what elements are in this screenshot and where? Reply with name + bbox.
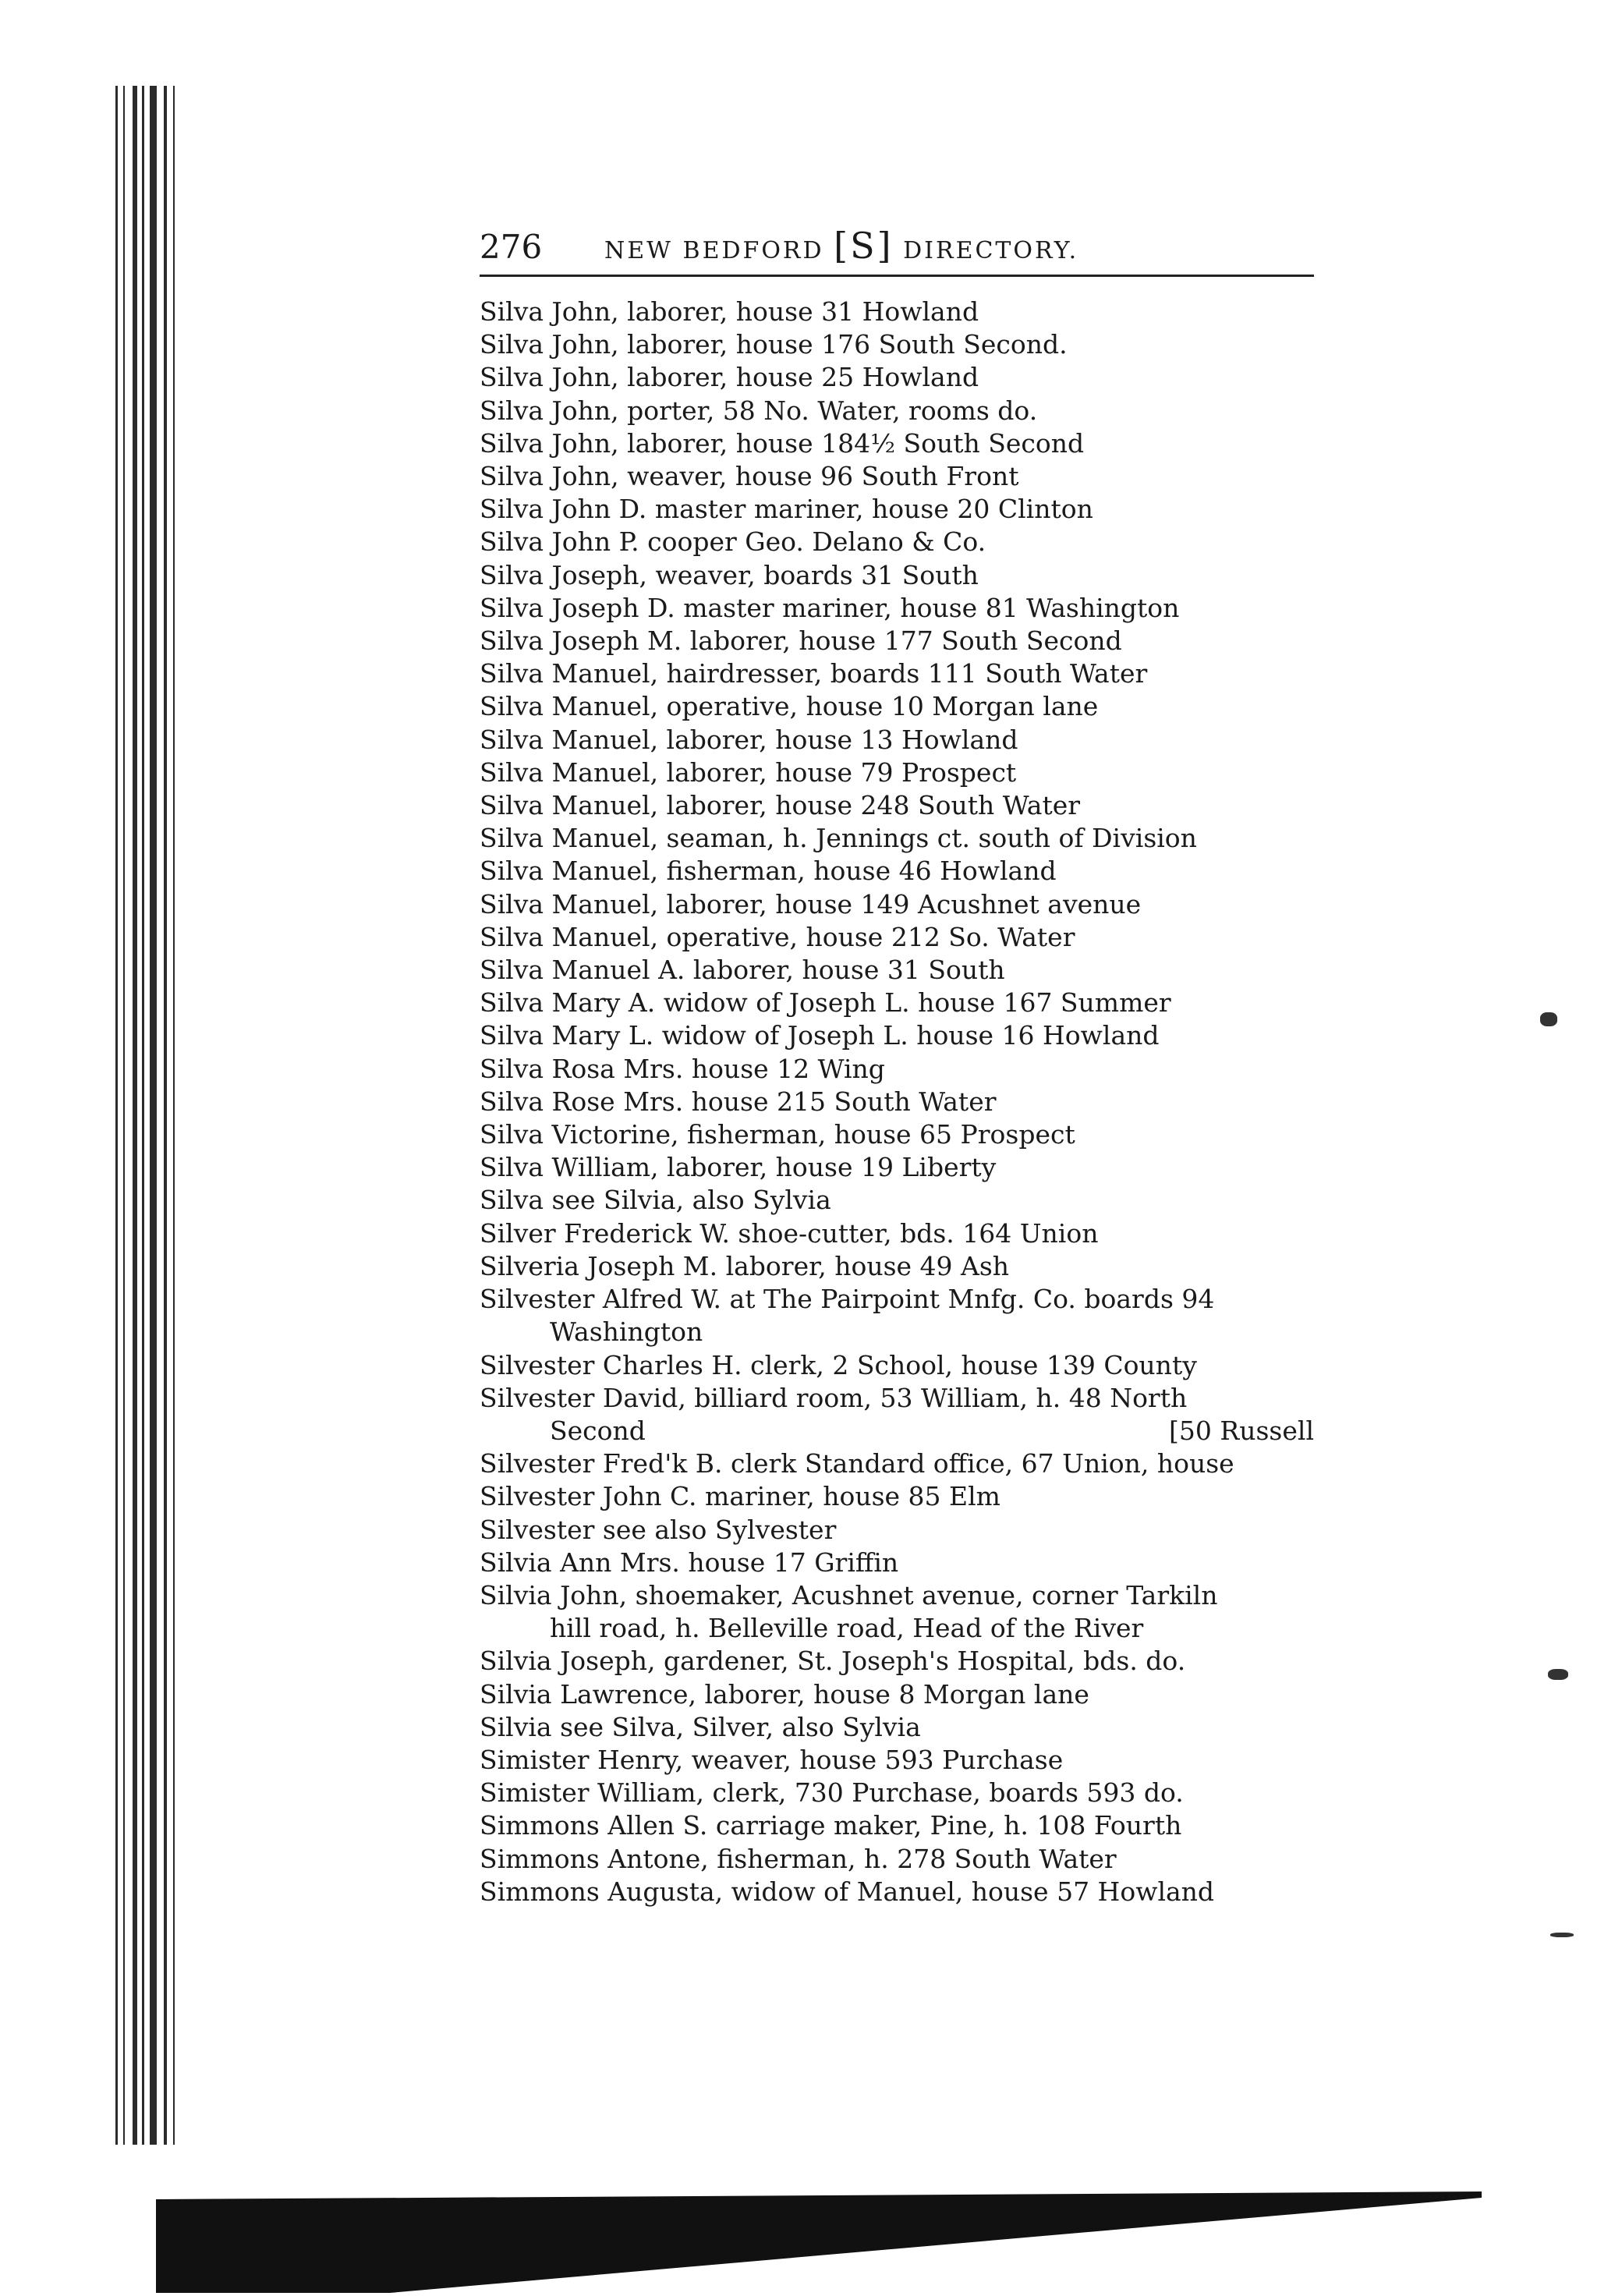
directory-page [480, 225, 1314, 1908]
directory-entry: Silva Manuel, operative, house 10 Morgan lane [480, 691, 1099, 722]
directory-entry: Simister Henry, weaver, house 593 Purchase [480, 1744, 1064, 1775]
directory-entry: Silva John P. cooper Geo. Delano & Co. [480, 526, 986, 558]
page-curl-shadow [156, 2176, 1482, 2293]
entry-continuation: Second [550, 1415, 646, 1446]
directory-entry: Silva Joseph, weaver, boards 31 South [480, 559, 979, 590]
directory-entry: Silva John D. master mariner, house 20 Clinton [480, 494, 1093, 525]
directory-entry: Silvester Charles H. clerk, 2 School, house 139 County [480, 1349, 1197, 1380]
page-number: 276 [480, 228, 543, 266]
directory-entry: Silva Manuel, seaman, h. Jennings ct. south of Division [480, 823, 1197, 854]
directory-entries [480, 296, 1314, 1908]
directory-entry: Silva Joseph D. master mariner, house 81 Washington [480, 592, 1180, 623]
entry-line: Silvester David, billiard room, 53 William, h. 48 North [480, 1382, 1188, 1413]
directory-entry: Silva John, weaver, house 96 South Front [480, 461, 1019, 492]
entry-line: Silvia John, shoemaker, Acushnet avenue, corner Tarkiln [480, 1579, 1218, 1610]
binding-edge-shadow [101, 86, 203, 2145]
directory-entry: Silva Joseph M. laborer, house 177 South Second [480, 625, 1122, 657]
entry-continuation: Washington [550, 1316, 703, 1348]
directory-entry: Simmons Antone, fisherman, h. 278 South Water [480, 1843, 1117, 1874]
directory-entry: Silva William, laborer, house 19 Liberty [480, 1152, 997, 1183]
directory-entry: Silveria Joseph M. laborer, house 49 Ash [480, 1250, 1010, 1281]
running-title [604, 225, 1314, 267]
directory-entry: Silva John, laborer, house 25 Howland [480, 362, 979, 393]
directory-entry: Silva Manuel, fisherman, house 46 Howland [480, 856, 1057, 887]
directory-entry: Silva Manuel, laborer, house 149 Acushnet avenue [480, 888, 1142, 919]
directory-entry: Silva Mary A. widow of Joseph L. house 167 Summer [480, 987, 1171, 1019]
section-letter: [S] [834, 225, 894, 267]
directory-entry: Silva see Silvia, also Sylvia [480, 1185, 831, 1216]
directory-entry: Silva Victorine, fisherman, house 65 Prospect [480, 1119, 1075, 1150]
directory-entry: Simister William, clerk, 730 Purchase, boards 593 do. [480, 1777, 1184, 1809]
entry-continuation: hill road, h. Belleville road, Head of the River [550, 1613, 1144, 1644]
directory-entry: Silva Manuel, laborer, house 79 Prospect [480, 756, 1017, 788]
directory-entry: Silva Manuel, hairdresser, boards 111 South Water [480, 658, 1148, 689]
scan-smudge [1550, 1933, 1574, 1937]
entry-continuation-row [480, 1415, 1314, 1447]
directory-entry: Silva Rosa Mrs. house 12 Wing [480, 1053, 885, 1084]
entry-line: Silvester Alfred W. at The Pairpoint Mnfg. Co. boards 94 [480, 1284, 1215, 1315]
directory-entry: Silver Frederick W. shoe-cutter, bds. 164 Union [480, 1217, 1099, 1249]
directory-entry: Silva John, laborer, house 176 South Second. [480, 329, 1068, 360]
scan-smudge [1540, 1012, 1557, 1026]
directory-entry: Silvia see Silva, Silver, also Sylvia [480, 1711, 921, 1742]
directory-entry-multiline [480, 1283, 1314, 1348]
directory-entry: Silva John, porter, 58 No. Water, rooms do. [480, 395, 1038, 426]
directory-entry: Silva John, laborer, house 184½ South Second [480, 427, 1085, 459]
entry-turnover: [50 Russell [1169, 1415, 1314, 1446]
directory-entry: Simmons Augusta, widow of Manuel, house 57 Howland [480, 1876, 1215, 1907]
title-before: NEW BEDFORD [604, 237, 824, 264]
directory-entry: Silva John, laborer, house 31 Howland [480, 296, 979, 327]
directory-entry: Silva Mary L. widow of Joseph L. house 16 Howland [480, 1020, 1160, 1051]
directory-entry: Simmons Allen S. carriage maker, Pine, h. 108 Fourth [480, 1810, 1182, 1841]
directory-entry: Silva Manuel, laborer, house 13 Howland [480, 724, 1018, 755]
directory-entry: Silvester John C. mariner, house 85 Elm [480, 1481, 1000, 1512]
directory-entry: Silvia Joseph, gardener, St. Joseph's Hospital, bds. do. [480, 1646, 1186, 1677]
directory-entry: Silvester see also Sylvester [480, 1514, 837, 1545]
directory-entry: Silva Manuel A. laborer, house 31 South [480, 955, 1005, 986]
directory-entry: Silva Rose Mrs. house 215 South Water [480, 1086, 997, 1117]
directory-entry: Silvia Ann Mrs. house 17 Griffin [480, 1547, 899, 1578]
running-head [480, 225, 1314, 277]
title-after: DIRECTORY. [903, 237, 1079, 264]
directory-entry: Silvester Fred'k B. clerk Standard office, 67 Union, house [480, 1448, 1234, 1479]
directory-entry-multiline [480, 1579, 1314, 1645]
scan-smudge [1548, 1669, 1568, 1680]
directory-entry: Silva Manuel, operative, house 212 So. Water [480, 921, 1075, 952]
directory-entry: Silva Manuel, laborer, house 248 South Water [480, 790, 1081, 821]
directory-entry: Silvia Lawrence, laborer, house 8 Morgan lane [480, 1678, 1089, 1710]
directory-entry-multiline [480, 1382, 1314, 1447]
